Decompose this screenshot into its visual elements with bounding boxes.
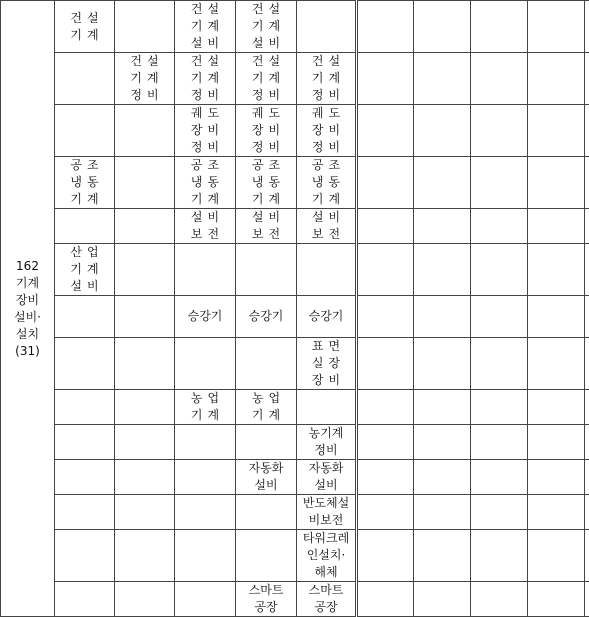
table-cell: 승강기: [236, 296, 297, 338]
table-cell: 타워크레 인설치· 해체: [297, 530, 357, 582]
table-row: [1, 390, 589, 425]
table-cell: [115, 460, 175, 495]
table-cell: [175, 495, 236, 530]
empty-cell: [414, 425, 471, 460]
empty-cell: [528, 296, 585, 338]
empty-cell: [414, 105, 471, 157]
table-cell: 건설 기계: [55, 1, 115, 53]
table-cell: 자동화 설비: [236, 460, 297, 495]
table-cell: [115, 1, 175, 53]
table-row: [1, 425, 589, 460]
empty-cell: [585, 105, 589, 157]
table-cell: 건설 기계 정비: [236, 53, 297, 105]
empty-cell: [471, 338, 528, 390]
table-cell: [115, 157, 175, 209]
table-cell: 설비 보전: [175, 209, 236, 244]
empty-cell: [357, 460, 414, 495]
empty-cell: [585, 209, 589, 244]
empty-cell: [528, 390, 585, 425]
table-cell: [55, 209, 115, 244]
empty-cell: [357, 209, 414, 244]
empty-cell: [414, 338, 471, 390]
table-cell: 표면 실장 장비: [297, 338, 357, 390]
table-cell: [175, 460, 236, 495]
empty-cell: [357, 296, 414, 338]
table-cell: 공조 냉동 기계: [297, 157, 357, 209]
empty-cell: [357, 1, 414, 53]
table-row: [1, 209, 589, 244]
table-cell: [297, 244, 357, 296]
empty-cell: [414, 582, 471, 617]
table-cell: 농기계 정비: [297, 425, 357, 460]
empty-cell: [585, 53, 589, 105]
table-row: [1, 105, 589, 157]
table-cell: 농업 기계: [175, 390, 236, 425]
table-cell: [115, 495, 175, 530]
empty-cell: [471, 1, 528, 53]
empty-cell: [414, 209, 471, 244]
table-cell: 건설 기계 정비: [175, 53, 236, 105]
empty-cell: [585, 460, 589, 495]
empty-cell: [528, 582, 585, 617]
empty-cell: [528, 209, 585, 244]
table-cell: 승강기: [297, 296, 357, 338]
empty-cell: [585, 157, 589, 209]
empty-cell: [414, 495, 471, 530]
table-cell: 건설 기계 정비: [115, 53, 175, 105]
table-cell: 건설 기계 설비: [236, 1, 297, 53]
table-cell: [175, 582, 236, 617]
table-cell: [236, 425, 297, 460]
empty-cell: [414, 390, 471, 425]
empty-cell: [528, 495, 585, 530]
table-cell: 궤도 장비 정비: [175, 105, 236, 157]
table-row: [1, 296, 589, 338]
empty-cell: [471, 105, 528, 157]
table-row: [1, 530, 589, 582]
category-cell: 162 기계 장비 설비· 설치 (31): [1, 1, 55, 617]
empty-cell: [585, 582, 589, 617]
empty-cell: [471, 460, 528, 495]
table-cell: 궤도 장비 정비: [297, 105, 357, 157]
empty-cell: [585, 338, 589, 390]
empty-cell: [585, 495, 589, 530]
empty-cell: [585, 244, 589, 296]
table-cell: [236, 530, 297, 582]
table-cell: 자동화 설비: [297, 460, 357, 495]
table-cell: [297, 1, 357, 53]
table-cell: 건설 기계 설비: [175, 1, 236, 53]
table-cell: [297, 390, 357, 425]
empty-cell: [528, 53, 585, 105]
empty-cell: [414, 1, 471, 53]
empty-cell: [471, 495, 528, 530]
table-cell: [115, 296, 175, 338]
empty-cell: [357, 530, 414, 582]
empty-cell: [585, 296, 589, 338]
empty-cell: [528, 157, 585, 209]
table-cell: [236, 338, 297, 390]
table-cell: 스마트 공장: [297, 582, 357, 617]
empty-cell: [528, 105, 585, 157]
empty-cell: [585, 530, 589, 582]
empty-cell: [357, 338, 414, 390]
table-cell: [55, 390, 115, 425]
empty-cell: [585, 390, 589, 425]
empty-cell: [528, 338, 585, 390]
table-cell: 건설 기계 정비: [297, 53, 357, 105]
table-cell: 설비 보전: [297, 209, 357, 244]
empty-cell: [585, 1, 589, 53]
table-cell: 스마트 공장: [236, 582, 297, 617]
table-cell: [55, 460, 115, 495]
empty-cell: [414, 244, 471, 296]
table-cell: [115, 338, 175, 390]
table-cell: [55, 105, 115, 157]
empty-cell: [357, 582, 414, 617]
empty-cell: [414, 530, 471, 582]
empty-cell: [471, 390, 528, 425]
empty-cell: [471, 157, 528, 209]
table-row: [1, 338, 589, 390]
empty-cell: [471, 244, 528, 296]
empty-cell: [414, 296, 471, 338]
table-cell: [115, 530, 175, 582]
empty-cell: [414, 53, 471, 105]
empty-cell: [357, 105, 414, 157]
table-cell: 궤도 장비 정비: [236, 105, 297, 157]
empty-cell: [528, 244, 585, 296]
table-cell: 공조 냉동 기계: [55, 157, 115, 209]
empty-cell: [528, 1, 585, 53]
table-cell: [175, 244, 236, 296]
table-cell: [115, 105, 175, 157]
table-cell: [55, 53, 115, 105]
table-cell: 농업 기계: [236, 390, 297, 425]
empty-cell: [357, 425, 414, 460]
table-cell: [175, 530, 236, 582]
table-cell: [175, 338, 236, 390]
table-cell: 반도체설 비보전: [297, 495, 357, 530]
table-cell: 설비 보전: [236, 209, 297, 244]
table-cell: [115, 582, 175, 617]
empty-cell: [414, 157, 471, 209]
table-row: [1, 460, 589, 495]
empty-cell: [471, 296, 528, 338]
table-cell: [115, 425, 175, 460]
empty-cell: [357, 53, 414, 105]
table-row: [1, 495, 589, 530]
table-cell: [55, 338, 115, 390]
empty-cell: [471, 53, 528, 105]
empty-cell: [585, 425, 589, 460]
table-cell: [236, 244, 297, 296]
empty-cell: [357, 157, 414, 209]
empty-cell: [471, 530, 528, 582]
table-cell: 공조 냉동 기계: [236, 157, 297, 209]
table-cell: [55, 495, 115, 530]
table-row: [1, 582, 589, 617]
table-row: [1, 53, 589, 105]
table-row: [1, 1, 589, 53]
empty-cell: [528, 530, 585, 582]
table-cell: [115, 244, 175, 296]
table-cell: 산업 기계 설비: [55, 244, 115, 296]
table-cell: [115, 390, 175, 425]
table-row: [1, 157, 589, 209]
empty-cell: [471, 582, 528, 617]
empty-cell: [357, 244, 414, 296]
empty-cell: [357, 495, 414, 530]
empty-cell: [471, 425, 528, 460]
empty-cell: [357, 390, 414, 425]
empty-cell: [471, 209, 528, 244]
table-cell: [55, 530, 115, 582]
empty-cell: [528, 425, 585, 460]
table-cell: 승강기: [175, 296, 236, 338]
table-cell: [55, 296, 115, 338]
empty-cell: [528, 460, 585, 495]
table-cell: 공조 냉동 기계: [175, 157, 236, 209]
table-cell: [55, 425, 115, 460]
table-cell: [55, 582, 115, 617]
table-cell: [115, 209, 175, 244]
table-row: [1, 244, 589, 296]
table-cell: [236, 495, 297, 530]
table-cell: [175, 425, 236, 460]
empty-cell: [414, 460, 471, 495]
